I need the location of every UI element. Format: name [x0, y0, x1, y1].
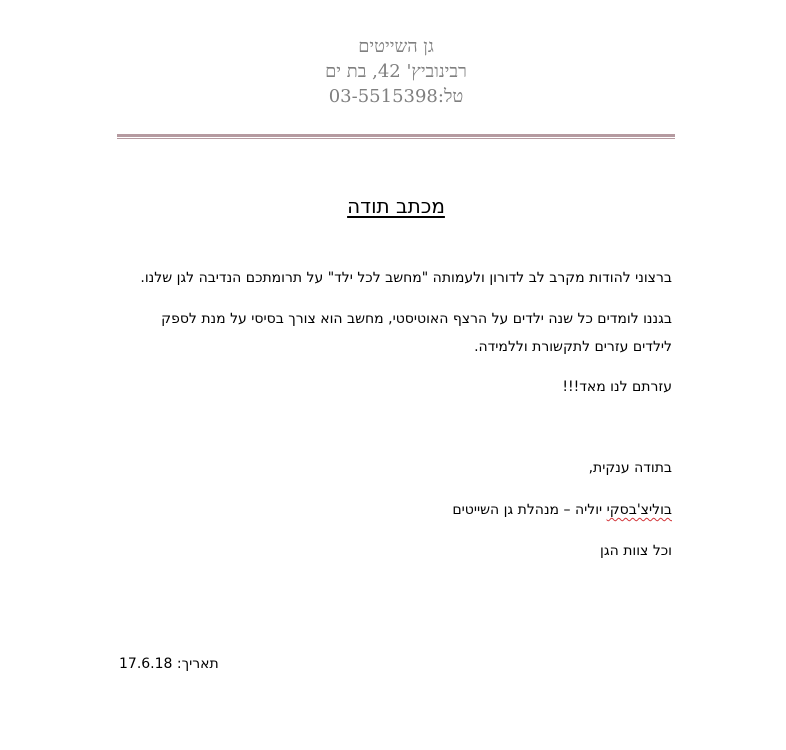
letter-title-text: מכתב תודה: [347, 194, 445, 218]
kindergarten-name: גן השייטים: [358, 36, 434, 57]
divider-thick-line: [117, 134, 675, 137]
letter-date: תאריך: 17.6.18: [119, 656, 219, 672]
paragraph-autism-line1: בגננו לומדים כל שנה ילדים על הרצף האוטיסטי, מחשב הוא צורך בסיסי על מנת לספק: [161, 311, 672, 327]
divider-thin-line: [117, 138, 675, 139]
signature-line: [452, 496, 672, 524]
paragraph-thanks: ברצוני להודות מקרב לב לדורון ולעמותה "מחשב לכל ילד" על תרומתכם הנדיבה לגן שלנו.: [140, 270, 672, 286]
closing-line: בתודה ענקית,: [588, 460, 672, 476]
staff-line: וכל צוות הגן: [600, 543, 672, 559]
paragraph-help: עזרתם לנו מאד!!!: [562, 379, 672, 395]
signature-title: יוליה – מנהלת גן השייטים: [452, 502, 607, 518]
kindergarten-phone: טל:03-5515398: [328, 86, 464, 107]
letterhead: [117, 34, 675, 109]
paragraph-autism-line2: לילדים עזרים לתקשורת וללמידה.: [474, 339, 672, 355]
header-divider: [117, 134, 675, 140]
letter-title: [117, 192, 675, 220]
signature-surname: בוליצ'בסקי: [606, 502, 672, 518]
kindergarten-address: רבינוביץ' 42, בת ים: [325, 61, 467, 82]
